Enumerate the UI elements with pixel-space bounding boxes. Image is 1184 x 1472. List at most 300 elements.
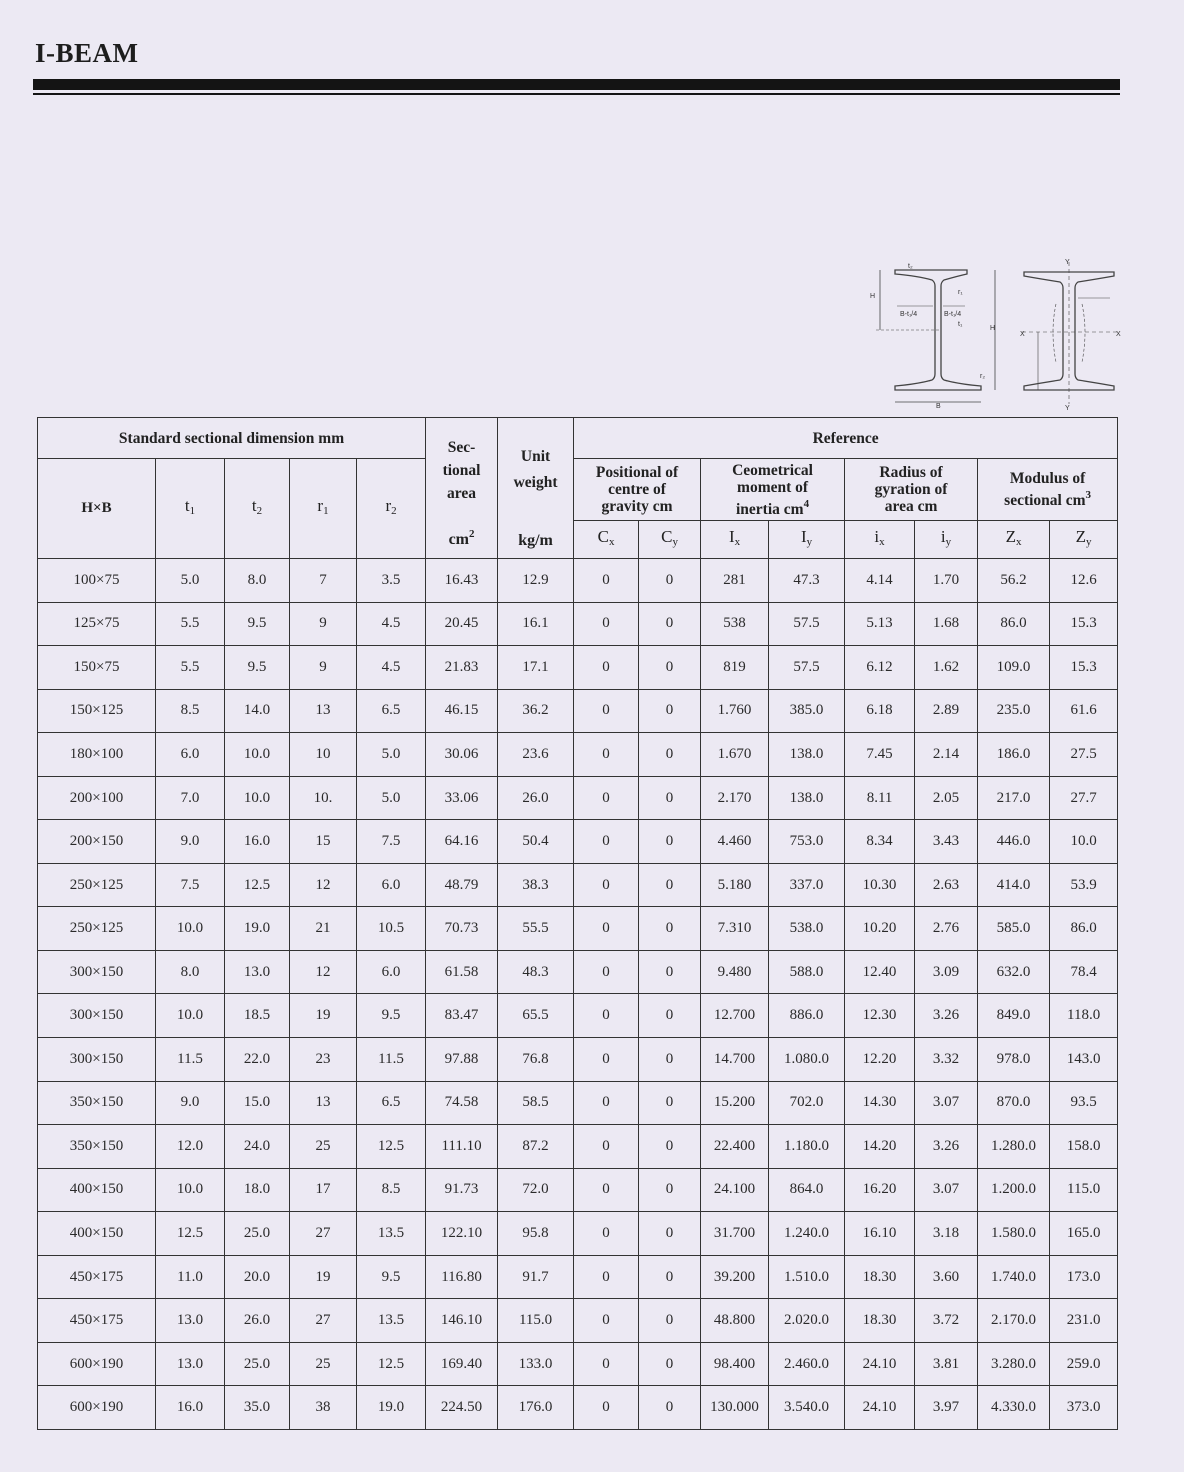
table-cell: 17 [290,1168,357,1212]
diagram-label-h: H [990,325,996,332]
table-cell: 125×75 [38,602,156,646]
table-cell: 91.73 [426,1168,498,1212]
table-cell: 15.3 [1050,602,1118,646]
table-cell: 0 [639,907,701,951]
table-cell: 111.10 [426,1125,498,1169]
table-cell: 23.6 [498,733,574,777]
table-cell: 224.50 [426,1386,498,1430]
table-cell: 18.30 [845,1299,915,1343]
table-cell: 12.700 [701,994,769,1038]
table-cell: 95.8 [498,1212,574,1256]
table-cell: 259.0 [1050,1342,1118,1386]
table-cell: 753.0 [769,820,845,864]
header-weight-unit: kg/m [518,532,553,549]
table-cell: 0 [574,1038,639,1082]
table-cell: 64.16 [426,820,498,864]
table-cell: 11.5 [156,1038,225,1082]
i-beam-cross-section-diagram [862,258,1122,410]
header-r2: $r_2$ [357,459,426,559]
table-cell: 10.0 [225,733,290,777]
table-cell: 0 [639,733,701,777]
table-cell: 16.43 [426,559,498,603]
table-cell: 18.30 [845,1255,915,1299]
table-cell: 0 [574,994,639,1038]
table-cell: 3.18 [915,1212,978,1256]
diagram-label-r2: r₂ [980,373,986,380]
table-cell: 0 [574,602,639,646]
table-cell: 98.400 [701,1342,769,1386]
table-cell: 0 [639,689,701,733]
table-cell: 350×150 [38,1125,156,1169]
table-cell: 0 [639,950,701,994]
table-cell: 2.460.0 [769,1342,845,1386]
table-row [38,559,1118,603]
header-hxb: H×B [38,459,156,559]
diagram-label-b-t1-4-left: B-t₁/4 [900,311,918,318]
table-cell: 19 [290,1255,357,1299]
table-cell: 24.100 [701,1168,769,1212]
table-cell: 18.0 [225,1168,290,1212]
table-cell: 400×150 [38,1168,156,1212]
table-cell: 13.5 [357,1212,426,1256]
table-cell: 9 [290,646,357,690]
table-row [38,1255,1118,1299]
table-cell: 414.0 [978,863,1050,907]
table-cell: 14.20 [845,1125,915,1169]
table-cell: 0 [639,994,701,1038]
header-centre-of-gravity: Positional of centre of gravity cm [574,459,701,521]
diagram-label-y-top: Y [1065,259,1070,266]
table-cell: 1.70 [915,559,978,603]
table-cell: 143.0 [1050,1038,1118,1082]
table-cell: 146.10 [426,1299,498,1343]
table-row [38,1386,1118,1430]
table-cell: 0 [639,863,701,907]
table-cell: 300×150 [38,950,156,994]
table-cell: 11.0 [156,1255,225,1299]
table-cell: 72.0 [498,1168,574,1212]
table-cell: 585.0 [978,907,1050,951]
table-cell: 337.0 [769,863,845,907]
table-cell: 538 [701,602,769,646]
table-cell: 25 [290,1342,357,1386]
table-cell: 10.0 [156,1168,225,1212]
table-cell: 538.0 [769,907,845,951]
table-cell: 217.0 [978,776,1050,820]
table-cell: 3.97 [915,1386,978,1430]
table-cell: 38 [290,1386,357,1430]
table-cell: 24.0 [225,1125,290,1169]
table-cell: 3.07 [915,1168,978,1212]
table-cell: 16.20 [845,1168,915,1212]
table-row [38,1299,1118,1343]
table-cell: 978.0 [978,1038,1050,1082]
table-cell: 10.0 [1050,820,1118,864]
table-cell: 6.18 [845,689,915,733]
table-cell: 61.6 [1050,689,1118,733]
header-area-line1: Sec- [447,439,476,456]
table-cell: 116.80 [426,1255,498,1299]
table-cell: 0 [574,689,639,733]
table-cell: 36.2 [498,689,574,733]
diagram-label-b-t1-4-right: B-t₁/4 [944,311,962,318]
table-cell: 0 [574,1212,639,1256]
header-iy-radius: $i_y$ [915,521,978,559]
table-cell: 3.26 [915,994,978,1038]
table-cell: 15.0 [225,1081,290,1125]
table-cell: 23 [290,1038,357,1082]
table-cell: 100×75 [38,559,156,603]
table-cell: 0 [574,1168,639,1212]
title-rule-thick [33,79,1120,90]
table-cell: 632.0 [978,950,1050,994]
table-cell: 97.88 [426,1038,498,1082]
table-cell: 19.0 [225,907,290,951]
table-cell: 165.0 [1050,1212,1118,1256]
table-cell: 702.0 [769,1081,845,1125]
table-cell: 5.13 [845,602,915,646]
table-cell: 373.0 [1050,1386,1118,1430]
table-cell: 53.9 [1050,863,1118,907]
table-cell: 0 [574,559,639,603]
table-cell: 0 [574,733,639,777]
table-cell: 3.09 [915,950,978,994]
table-cell: 24.10 [845,1386,915,1430]
table-cell: 7.45 [845,733,915,777]
table-cell: 4.14 [845,559,915,603]
table-cell: 13.5 [357,1299,426,1343]
table-cell: 19 [290,994,357,1038]
page-title: I-BEAM [35,38,139,68]
table-cell: 0 [639,1386,701,1430]
table-cell: 14.0 [225,689,290,733]
table-cell: 0 [639,1038,701,1082]
table-cell: 12.9 [498,559,574,603]
table-cell: 76.8 [498,1038,574,1082]
table-cell: 16.10 [845,1212,915,1256]
table-cell: 46.15 [426,689,498,733]
table-cell: 1.580.0 [978,1212,1050,1256]
header-ix-radius: $i_x$ [845,521,915,559]
table-cell: 47.3 [769,559,845,603]
table-cell: 235.0 [978,689,1050,733]
table-cell: 9 [290,602,357,646]
header-iy-moment: $I_y$ [769,521,845,559]
table-cell: 4.5 [357,602,426,646]
table-cell: 3.72 [915,1299,978,1343]
header-weight-line2: weight [513,474,558,491]
table-cell: 61.58 [426,950,498,994]
header-cy: $C_y$ [639,521,701,559]
header-radius-of-gyration: Radius of gyration of area cm [845,459,978,521]
table-cell: 173.0 [1050,1255,1118,1299]
table-cell: 0 [639,1081,701,1125]
table-cell: 26.0 [498,776,574,820]
table-cell: 4.5 [357,646,426,690]
table-cell: 24.10 [845,1342,915,1386]
table-cell: 10 [290,733,357,777]
table-cell: 0 [639,1299,701,1343]
table-cell: 886.0 [769,994,845,1038]
table-cell: 30.06 [426,733,498,777]
table-cell: 83.47 [426,994,498,1038]
table-cell: 150×125 [38,689,156,733]
table-cell: 10. [290,776,357,820]
table-cell: 58.5 [498,1081,574,1125]
table-cell: 0 [574,646,639,690]
table-cell: 0 [574,776,639,820]
table-cell: 12.6 [1050,559,1118,603]
header-r1: $r_1$ [290,459,357,559]
table-cell: 9.0 [156,820,225,864]
table-cell: 13 [290,1081,357,1125]
table-cell: 10.20 [845,907,915,951]
table-cell: 12 [290,950,357,994]
table-cell: 1.670 [701,733,769,777]
table-cell: 200×100 [38,776,156,820]
table-cell: 27.5 [1050,733,1118,777]
table-cell: 400×150 [38,1212,156,1256]
table-cell: 1.240.0 [769,1212,845,1256]
table-cell: 250×125 [38,907,156,951]
table-cell: 7.5 [156,863,225,907]
table-cell: 5.180 [701,863,769,907]
table-cell: 12.5 [156,1212,225,1256]
header-zy: $Z_y$ [1050,521,1118,559]
table-cell: 9.5 [357,994,426,1038]
table-row [38,1212,1118,1256]
table-cell: 48.800 [701,1299,769,1343]
table-cell: 200×150 [38,820,156,864]
table-cell: 14.700 [701,1038,769,1082]
table-row [38,820,1118,864]
table-cell: 2.170.0 [978,1299,1050,1343]
table-cell: 1.760 [701,689,769,733]
table-cell: 8.34 [845,820,915,864]
table-cell: 133.0 [498,1342,574,1386]
table-row [38,1038,1118,1082]
table-cell: 5.0 [357,776,426,820]
table-cell: 849.0 [978,994,1050,1038]
table-cell: 231.0 [1050,1299,1118,1343]
header-zx: $Z_x$ [978,521,1050,559]
table-cell: 0 [574,863,639,907]
table-cell: 0 [574,1125,639,1169]
diagram-label-y-bottom: Y [1065,405,1070,410]
table-row [38,776,1118,820]
header-unit-weight [498,418,574,559]
table-cell: 350×150 [38,1081,156,1125]
table-cell: 1.080.0 [769,1038,845,1082]
table-cell: 2.170 [701,776,769,820]
table-cell: 0 [574,1299,639,1343]
table-cell: 0 [639,1255,701,1299]
table-cell: 13.0 [225,950,290,994]
header-standard-dimension: Standard sectional dimension mm [38,418,426,459]
table-cell: 0 [639,602,701,646]
table-cell: 8.0 [156,950,225,994]
table-cell: 600×190 [38,1342,156,1386]
table-cell: 0 [639,820,701,864]
table-cell: 1.180.0 [769,1125,845,1169]
header-ix-moment: $I_x$ [701,521,769,559]
table-cell: 10.0 [225,776,290,820]
table-cell: 0 [574,950,639,994]
table-cell: 20.0 [225,1255,290,1299]
table-cell: 21 [290,907,357,951]
table-cell: 8.0 [225,559,290,603]
table-cell: 9.5 [225,646,290,690]
table-cell: 12.40 [845,950,915,994]
table-cell: 16.0 [156,1386,225,1430]
table-cell: 0 [639,1212,701,1256]
table-cell: 78.4 [1050,950,1118,994]
table-cell: 57.5 [769,646,845,690]
table-row [38,646,1118,690]
header-area-line2: tional [442,462,481,479]
table-cell: 13.0 [156,1299,225,1343]
table-cell: 150×75 [38,646,156,690]
table-cell: 8.11 [845,776,915,820]
table-cell: 22.0 [225,1038,290,1082]
table-cell: 1.280.0 [978,1125,1050,1169]
table-cell: 3.5 [357,559,426,603]
table-cell: 130.000 [701,1386,769,1430]
table-cell: 0 [574,820,639,864]
table-cell: 0 [639,1125,701,1169]
table-cell: 65.5 [498,994,574,1038]
table-cell: 118.0 [1050,994,1118,1038]
table-cell: 91.7 [498,1255,574,1299]
table-cell: 27.7 [1050,776,1118,820]
table-cell: 87.2 [498,1125,574,1169]
table-cell: 115.0 [498,1299,574,1343]
table-cell: 186.0 [978,733,1050,777]
table-cell: 1.68 [915,602,978,646]
i-beam-table [37,417,1118,1430]
table-cell: 15.3 [1050,646,1118,690]
table-cell: 0 [574,1255,639,1299]
table-row [38,907,1118,951]
table-cell: 588.0 [769,950,845,994]
table-cell: 3.540.0 [769,1386,845,1430]
table-cell: 3.280.0 [978,1342,1050,1386]
header-area-unit: $cm^2$ [448,528,475,548]
table-cell: 18.5 [225,994,290,1038]
table-cell: 6.5 [357,1081,426,1125]
table-cell: 5.0 [357,733,426,777]
table-row [38,1125,1118,1169]
table-row [38,1081,1118,1125]
table-cell: 4.330.0 [978,1386,1050,1430]
table-cell: 12.5 [357,1342,426,1386]
diagram-label-t2: t₂ [908,263,913,270]
table-cell: 446.0 [978,820,1050,864]
table-cell: 4.460 [701,820,769,864]
table-cell: 12.0 [156,1125,225,1169]
table-cell: 56.2 [978,559,1050,603]
table-cell: 6.5 [357,689,426,733]
table-cell: 819 [701,646,769,690]
table-cell: 0 [574,1386,639,1430]
table-cell: 15 [290,820,357,864]
table-cell: 48.79 [426,863,498,907]
table-cell: 300×150 [38,1038,156,1082]
table-cell: 6.0 [357,863,426,907]
table-cell: 115.0 [1050,1168,1118,1212]
table-cell: 1.62 [915,646,978,690]
table-cell: 0 [639,559,701,603]
table-cell: 0 [639,1168,701,1212]
table-cell: 14.30 [845,1081,915,1125]
table-cell: 13.0 [156,1342,225,1386]
table-cell: 7.0 [156,776,225,820]
table-cell: 10.5 [357,907,426,951]
table-cell: 0 [574,1081,639,1125]
header-t2: $t_2$ [225,459,290,559]
table-cell: 2.14 [915,733,978,777]
table-cell: 169.40 [426,1342,498,1386]
table-cell: 22.400 [701,1125,769,1169]
table-cell: 450×175 [38,1299,156,1343]
table-cell: 27 [290,1299,357,1343]
diagram-label-b: B [936,403,941,410]
table-cell: 55.5 [498,907,574,951]
table-cell: 250×125 [38,863,156,907]
diagram-label-h-half: H [870,293,876,300]
table-cell: 138.0 [769,733,845,777]
table-cell: 1.740.0 [978,1255,1050,1299]
table-cell: 864.0 [769,1168,845,1212]
table-cell: 450×175 [38,1255,156,1299]
table-cell: 0 [574,1342,639,1386]
table-cell: 0 [574,907,639,951]
table-cell: 10.30 [845,863,915,907]
table-row [38,1342,1118,1386]
table-cell: 3.60 [915,1255,978,1299]
table-cell: 12.5 [225,863,290,907]
table-cell: 385.0 [769,689,845,733]
table-cell: 13 [290,689,357,733]
table-cell: 12.30 [845,994,915,1038]
table-cell: 5.5 [156,646,225,690]
table-cell: 0 [639,646,701,690]
diagram-label-x-right: X [1116,331,1121,338]
table-cell: 7 [290,559,357,603]
table-cell: 9.0 [156,1081,225,1125]
table-cell: 25.0 [225,1342,290,1386]
table-cell: 3.43 [915,820,978,864]
table-cell: 27 [290,1212,357,1256]
table-cell: 0 [639,776,701,820]
table-cell: 33.06 [426,776,498,820]
table-row [38,950,1118,994]
table-cell: 17.1 [498,646,574,690]
table-cell: 122.10 [426,1212,498,1256]
table-cell: 31.700 [701,1212,769,1256]
table-cell: 2.05 [915,776,978,820]
header-t1: $t_1$ [156,459,225,559]
table-cell: 138.0 [769,776,845,820]
table-cell: 25.0 [225,1212,290,1256]
table-cell: 3.81 [915,1342,978,1386]
table-cell: 1.510.0 [769,1255,845,1299]
table-cell: 70.73 [426,907,498,951]
table-cell: 9.480 [701,950,769,994]
header-section-modulus: Modulus of sectional $cm^3$ [978,459,1118,521]
table-cell: 12.5 [357,1125,426,1169]
title-rule-thin [33,93,1120,95]
